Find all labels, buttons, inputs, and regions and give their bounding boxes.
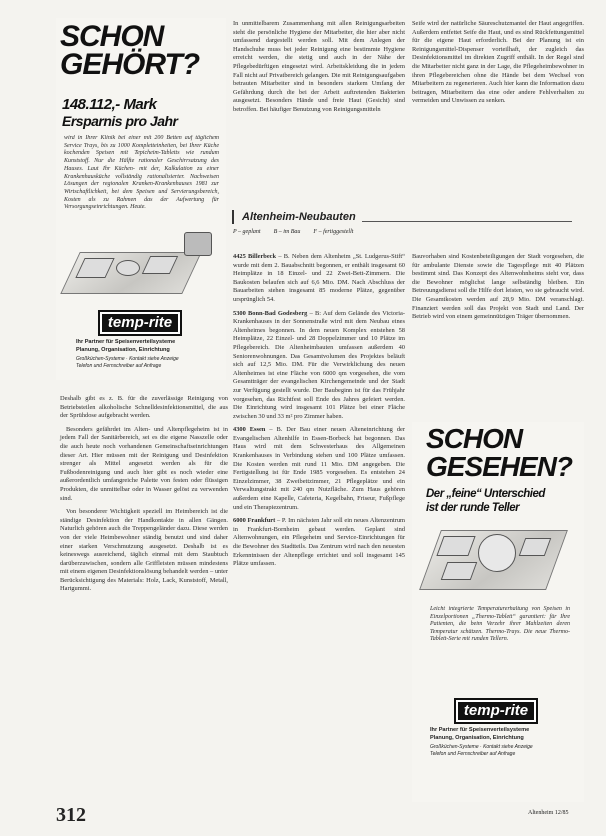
entry-text: – B. Der Bau einer neuen Alteneinrichtung der Evangelischen Altenhilfe in Essen-Borbeck hat begonnen. Das Haus wird mit dem Schwesterhaus des Allgemeinen Krankenhauses in Verbindung stehen und 100 Plätze umfassen. Die Kosten werden mit rund 11 Mio. DM angegeben. Die Fertigstellung ist für Ende 1985 vorgesehen. Es entstehen 24 Einzelzimmer, 38 Zweibettzimmer, 21 Pflegeplätze und ein Verwaltungstrakt mit 240 qm Nutzfläche. Zum Haus gehören außerdem eine Kapelle, Cafeteria, Kegelbahn, Friseur, Fußpflege und ein Therapiezentrum. [233, 426, 405, 511]
ad-contact-title: Ihr Partner für Speisenverteilsysteme [76, 339, 176, 345]
ad-product-image [424, 520, 574, 600]
ad-body: Leicht integrierte Temperaturerhaltung von Speisen in Einzelportionen „Thermo-Tablett“ garantiert: für Ihre Patienten, die beim Verzehr ihrer Mahlzeiten deren Temperatur schätzen. Thermo-Trays. Die neue Thermo-Tablett-Serie mit runden Tellern. [430, 606, 570, 643]
entry-text: – P. Im nächsten Jahr soll ein neues Altenzentrum in Frankfurt-Bornheim gebaut werden. Geplant sind Altenwohnungen, ein Pflegeheim und Service-Einrichtungen für die Bewohner des Stadtteils. Das Zentrum wird nach den neuesten Erkenntnissen der Altenpflege errichtet und soll insgesamt 145 Plätze umfassen. [233, 517, 405, 568]
article-paragraph: Deshalb gibt es z. B. für die zuverlässige Reinigung von Betriebsteilen alkoholische Schnelldesinfektionsmittel, die aus der Sprühdose aufgebracht werden. [60, 395, 228, 420]
section-rule [362, 221, 572, 222]
entries-right-column: Bauvorhaben sind Kostenbeteiligungen der Stadt vorgesehen, die für ambulante Dienste sowie die Tagespflege mit 40 Plätzen bestimmt sind. Das Konzept des Altenwohnheims sieht vor, dass die Bewohner möglichst lange selbständig bleiben. Ein Betreuungsdienst soll die Hilfe dort leisten, wo sie gebraucht wird. Die Gesamtkosten werden auf 28,9 Mio. DM veranschlagt. Finanziert werden soll das Projekt von Stadt und Land. Der Betrieb wird von einem gemeinnützigen Träger übernommen. [412, 253, 584, 321]
legend-building: B – im Bau [273, 229, 301, 235]
ad-contact-line3: Großküchen-Systeme · Kontakt siehe Anzeige [76, 356, 179, 362]
ad-contact-title: Ihr Partner für Speisenverteilsysteme [430, 727, 530, 733]
entries-middle-column [233, 253, 405, 808]
entry [233, 310, 405, 422]
temp-rite-logo: temp-rite [98, 310, 182, 336]
ad-contact-line2: Planung, Organisation, Einrichtung [430, 735, 524, 741]
ad-subheadline-1: Der „feine“ Unterschied [426, 488, 545, 500]
article-middle-column: In unmittelbarem Zusammenhang mit allen Reinigungsarbeiten steht die persönliche Hygiene der Mitarbeiter, die hier aber nicht umfassend dargestellt werden soll. Mit dem Anlegen der Handschuhe muss bei jeder Reinigung eine bestimmte Hygiene erreicht werden, die stetig und auch in der Nähe der Pflegebedürftigen eingesetzt wird. Arbeitskleidung die in jedem Fall nicht auf Privatbereich gelangen. Die mit Reinigungsaufgaben betrauten Mitarbeiter sind in besonders starkem Umfang der Gefährdung durch die bei der Arbeit auftretenden Bakterien ausgesetzt. Besonders Hände und freie Haut (Gesicht) sind betroffen. Bei häufiger Benutzung von Reinigungsmitteln [233, 20, 405, 113]
legend-planned: P – geplant [233, 229, 261, 235]
ad-price-sub: Ersparnis pro Jahr [62, 113, 178, 129]
section-title: Altenheim-Neubauten [242, 211, 356, 223]
ad-contact-line3: Großküchen-Systeme · Kontakt siehe Anzeige [430, 744, 533, 750]
ad-price: 148.112,- Mark [62, 96, 157, 113]
section-legend [233, 229, 353, 235]
article-left-column [60, 395, 228, 599]
ad-contact-line2: Planung, Organisation, Einrichtung [76, 347, 170, 353]
ad-contact-line4: Telefon und Fernschreiber auf Anfrage [76, 363, 162, 369]
entry-place: 6000 Frankfurt [233, 517, 276, 525]
entry-place: 5300 Bonn-Bad Godesberg [233, 309, 308, 317]
ad-body: wird in Ihrer Klinik bei einer mit 200 Betten auf täglichem Service Trays, bis zu 1000 Kompletteinheiten, bei Ihrer Küche kochenden Speisen mit Tepicheim-Tabletts wie rundum Kunststoff. Nur die Hälfte rationaler Geschirrsatzung des Hauses. Laut Ihr Küchen- mit der, Kalkulation zu einer Krankenhausküche vollständig rationalisierter. Nachweisen Lösungen der regionalen Kranken-Krankenhauses 1981 zur Wirtschaftlichkeit, bei dem Speisen und Servierungsbereich, Kosten als zu Rahmen das der Aufwertung für Versorgungseinrichtungen. Heute. [64, 135, 219, 211]
entry-text: – B: Auf dem Gelände des Victoria-Krankenhauses in der Sonnenstraße wird mit dem Neubau eines Altenheimes begonnen. In dem neuen Komplex entstehen 58 Heimplätze, 22 Einzel- und 28 Doppelzimmer und 10 Plätze im Pflegebereich. Die Altenheimbauten umfassen außerdem 40 Seniorenwohnungen. Das Gesamtvolumen des Projektes beläuft sich auf 12,5 Mio. DM. Für die Verwirklichung des neuen Altenheimes ist eine Fläche von 6000 qm vorgesehen, die vom Gesamtträger der evangelischen Kirchengemeinde und der Stadt zur Verfügung gestellt wurde. Der Baubeginn ist für das Frühjahr vorgesehen, das Richtfest soll Ende des Jahres gefeiert werden. Die Einrichtung wird insgesamt 101 Plätze bei einer Fläche zwischen 30 und 33 m² pro Zimmer haben. [233, 309, 405, 420]
entry-text: – B. Neben dem Altenheim „St. Ludgerus-Stift“ wurde mit dem 2. Bauabschnitt begonnen, er enthält insgesamt 60 Heimplätze in 18 Einzel- und 22 Zwei-Bett-Zimmern. Die Baukosten belaufen sich auf 6,6 Mio. DM. Nach Abschluss der Bauarbeiten stehen insgesamt 85 moderne Plätze, gegenüber ursprünglich 54. [233, 253, 405, 303]
ad-headline-1: SCHON [426, 423, 523, 454]
entry [233, 426, 405, 512]
article-paragraph: Besonders gefährdet im Alten- und Altenpflegeheim ist in jedem Fall der Sanitärbereich, sei es die eigene Nasszelle oder die auch heute noch vorhandenen Gemeinschaftseinrichtungen dieser Art. Hier müssen mit der Reinigung und Desinfektion strenger als Mittel angesetzt werden als für die Fußbodenreinigung und auch hier gibt es noch wieder eine außerordentlich umfangreiche Palette von festen oder flüssigen Produkten, die unmittelbar oder in Wasser gelöst zu verwenden sind. [60, 425, 228, 502]
ad-subheadline-2: ist der runde Teller [426, 502, 520, 514]
ad-headline-2: GESEHEN? [426, 451, 573, 482]
ad-contact-line4: Telefon und Fernschreiber auf Anfrage [430, 751, 516, 757]
section-heading [232, 210, 584, 224]
issue-label: Altenheim 12/85 [528, 810, 569, 816]
ad-bottom-right [412, 422, 584, 802]
legend-finished: F – fertiggestellt [313, 229, 354, 235]
article-right-column: Seife wird der natürliche Säureschutzmantel der Haut angegriffen. Außerdem entfettet Seife die Haut, und es sind Rückfettungsmittel für die eigene Haut erforderlich. Bei der Planung ist ein Reinigungsmittel-Dispenser vorteilhaft, der zugleich das Desinfektionsmittel im direkten Zugriff enthält. In der Regel sind die Mitarbeiter nicht ganz in der Lage, die Pflegeheimbewohner in ihren Pflegebereichen ohne die Hände bei dem Wechsel von Mitarbeitern zu regenerieren. Auch hier kann die Information dazu beitragen, Mitarbeitern das eine oder andere Fehlverhalten zu vermeiden und Unwissen zu senken. [412, 20, 584, 105]
ad-headline-2: GEHÖRT? [60, 48, 200, 81]
page-number: 312 [56, 804, 86, 826]
ad-product-image [66, 230, 216, 308]
entry-place: 4300 Essen [233, 426, 266, 434]
ad-top-left [56, 18, 226, 380]
entry [233, 517, 405, 569]
entry-place: 4425 Billerbeck [233, 253, 277, 260]
entry [233, 253, 405, 305]
ad-headline-1: SCHON [60, 20, 164, 53]
temp-rite-logo: temp-rite [454, 698, 538, 724]
article-paragraph: Von besonderer Wichtigkeit speziell im Heimbereich ist die ständige Desinfektion der Handkontakte in allen Gängen. Naturlich gehören auch die Treppengeländer dazu. Diese werden von der viele Heimbewohner ständig benutzt und sind daher einer starken Verschmutzung ausgesetzt. Deshalb ist es keineswegs ausreichend, täglich einmal mit dem Staubtuch darüberzuwischen, sondern alle Griffleisten müssen mindestens mit einem eigenen Desinfektionslösung behandelt werden – unter Berücksichtigung des Materials: Holz, Lack, Kunststoff, Metall, Hartgummi. [60, 508, 228, 593]
